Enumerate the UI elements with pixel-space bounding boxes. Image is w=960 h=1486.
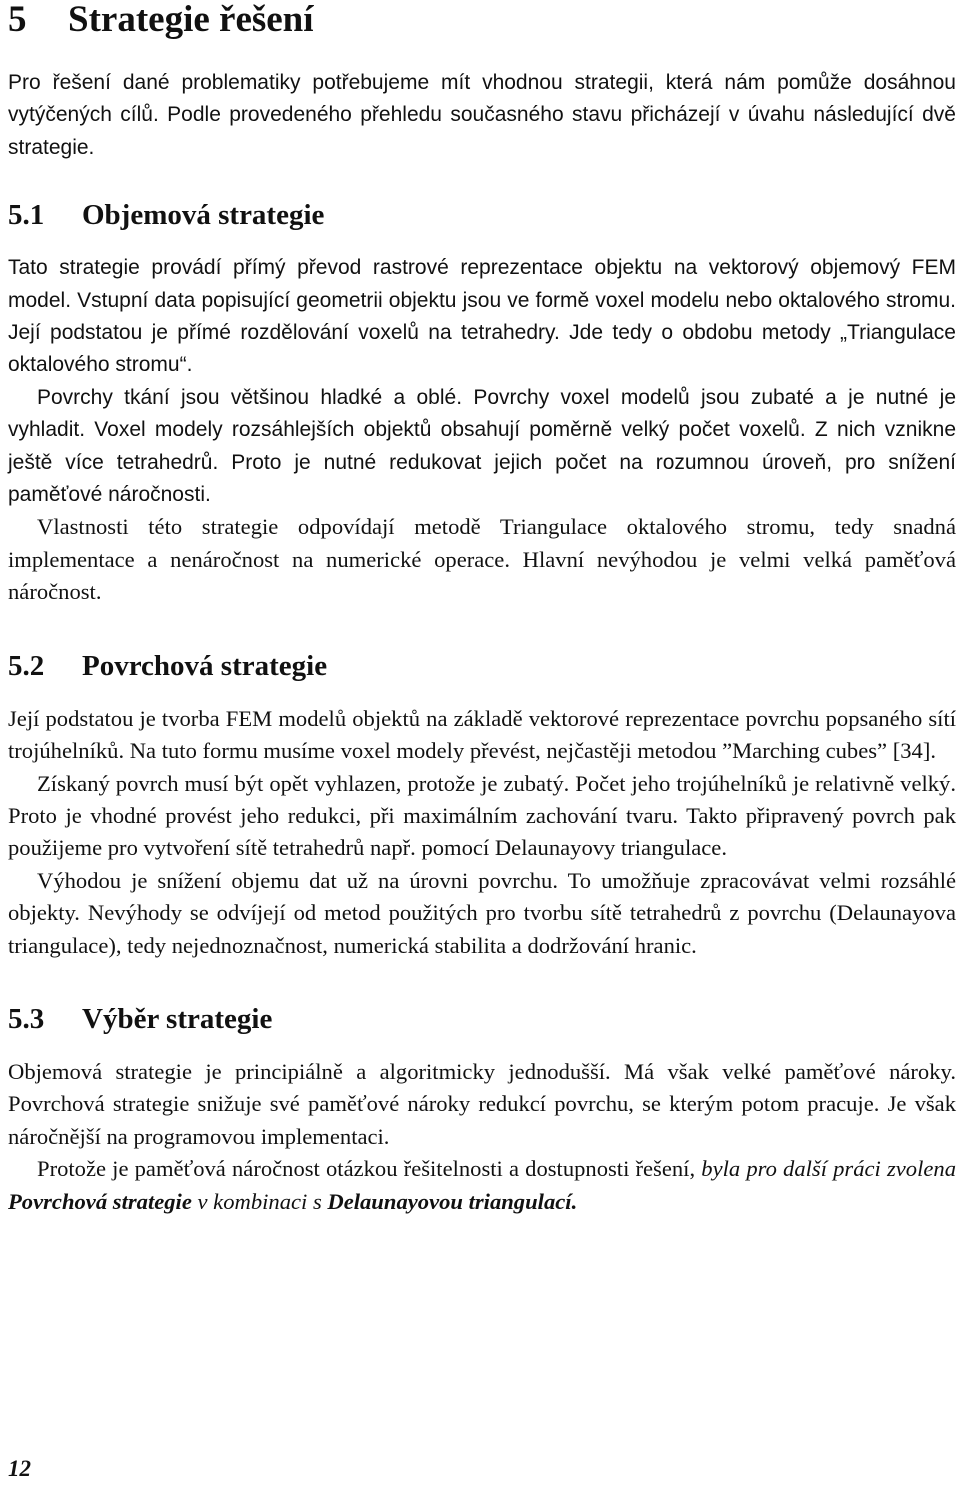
conclusion-italic-2: v kombinaci s [191,1188,328,1214]
conclusion-bold-1: Povrchová strategie [8,1188,192,1214]
conclusion-italic-1: byla pro další práci zvolena [701,1156,956,1182]
chapter-number: 5 [8,0,27,40]
section-title: Povrchová strategie [82,649,328,682]
section-number: 5.1 [8,199,45,232]
paragraph: Její podstatou je tvorba FEM modelů objektů na základě vektorové reprezentace povrchu popsaného sítí trojúhelníků. Na tuto formu musíme voxel modely převést, nejčastěji metodou ”Marching cubes” [34]. [8,705,956,764]
page-number: 12 [8,1456,31,1481]
section-number: 5.3 [8,1002,45,1035]
section-heading-5-1 [8,198,956,232]
document-page [8,0,956,1218]
chapter-intro-paragraph: Pro řešení dané problematiky potřebujeme mít vhodnou strategii, která nám pomůže dosáhnou vytýčených cílů. Podle provedeného přehledu současného stavu přicházejí v úvahu následující dvě strategie. [8,71,956,159]
paragraph: Objemová strategie je principiálně a algoritmicky jednodušší. Má však velké paměťové nároky. Povrchová strategie snižuje své paměťové nároky redukcí povrchu, se kterým potom pracuje. Je však náročnější na programovou implementaci. [8,1058,956,1149]
conclusion-end: . [571,1188,578,1214]
conclusion-lead: Protože je paměťová náročnost otázkou řešitelnosti a dostupnosti řešení, [37,1156,702,1182]
chapter-title: Strategie řešení [68,0,314,40]
section-heading-5-2 [8,649,956,683]
paragraph: Výhodou je snížení objemu dat už na úrovni povrchu. To umožňuje zpracovávat velmi rozsáhlé objekty. Nevýhody se odvíjejí od metod použitých pro tvorbu sítě tetrahedrů z povrchu (Delaunayova triangulace), tedy nejednoznačnost, numerická stabilita a dodržování hranic. [8,867,956,958]
section-title: Výběr strategie [82,1002,273,1035]
chapter-heading [8,0,956,40]
section-title: Objemová strategie [82,199,325,232]
paragraph: Získaný povrch musí být opět vyhlazen, protože je zubatý. Počet jeho trojúhelníků je relativně velký. Proto je vhodné provést jeho redukci, při maximálním zachování tvaru. Takto připravený povrch pak použijeme pro vytvoření sítě tetrahedrů např. pomocí Delaunayovy triangulace. [8,770,956,861]
paragraph: Povrchy tkání jsou většinou hladké a oblé. Povrchy voxel modelů jsou zubaté a je nutné je vyhladit. Voxel modely rozsáhlejších objektů obsahují poměrně velký počet voxelů. Z nich vznikne ještě více tetrahedrů. Proto je nutné redukovat jejich počet na rozumnou úroveň, pro snížení paměťové náročnosti. [8,385,956,507]
conclusion-paragraph [8,1153,956,1218]
paragraph: Vlastnosti této strategie odpovídají metodě Triangulace oktalového stromu, tedy snadná implementace a nenáročnost na numerické operace. Hlavní nevýhodou je velmi velká paměťová náročnost. [8,514,956,605]
paragraph: Tato strategie provádí přímý převod rastrové reprezentace objektu na vektorový objemový FEM model. Vstupní data popisující geometrii objektu jsou ve formě voxel modelu nebo oktalového stromu. Její podstatou je přímé rozdělování voxelů na tetrahedry. Jde tedy o obdobu metody „Triangulace oktalového stromu“. [8,256,956,377]
section-number: 5.2 [8,649,45,682]
section-heading-5-3 [8,1002,956,1036]
conclusion-bold-2: Delaunayovou triangulací [327,1188,572,1214]
